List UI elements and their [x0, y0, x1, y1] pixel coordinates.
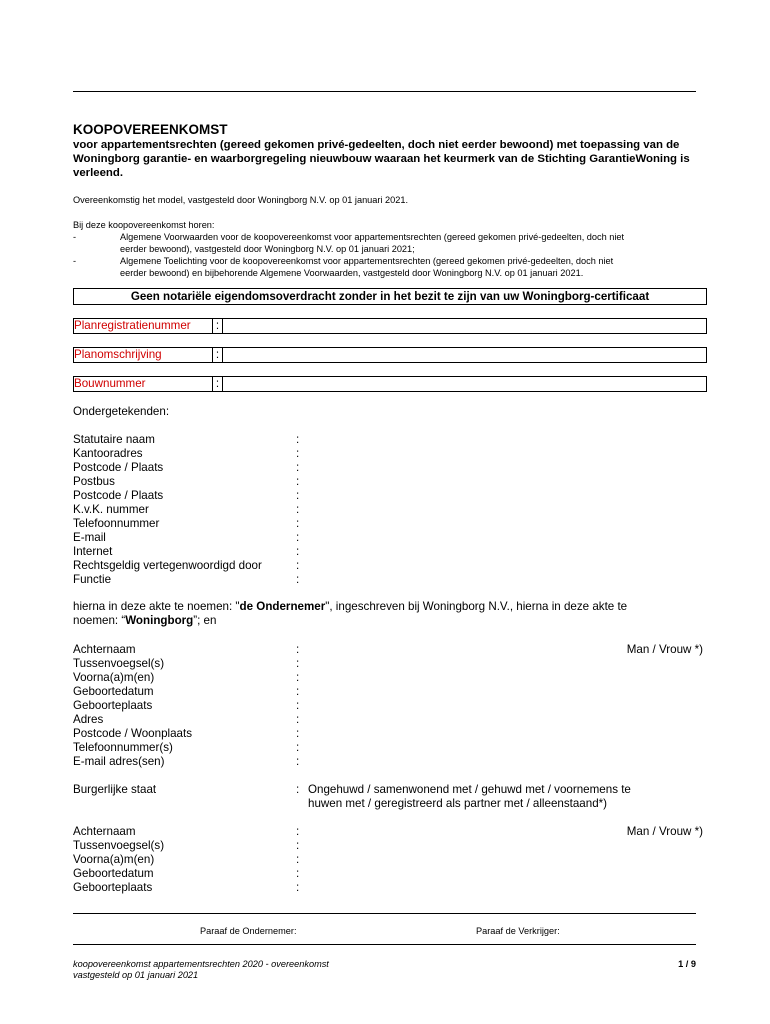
company-row: [73, 475, 703, 489]
row-colon: :: [296, 741, 300, 754]
row-colon: :: [296, 671, 300, 684]
person-row: [73, 839, 703, 853]
building-number-field[interactable]: [73, 376, 707, 392]
row-label: Postcode / Plaats: [73, 461, 164, 474]
row-label: Achternaam: [73, 643, 136, 656]
row-colon: :: [296, 461, 300, 474]
row-colon: :: [296, 489, 300, 502]
bullet-text: [120, 231, 703, 255]
row-colon: :: [296, 881, 300, 894]
person1-details: [73, 643, 703, 769]
footer-line: vastgesteld op 01 januari 2021: [73, 970, 199, 980]
gender-choice: Man / Vrouw *): [626, 825, 703, 838]
field-colon: :: [213, 348, 223, 362]
hierna-paragraph: [73, 600, 703, 628]
row-colon: :: [296, 853, 300, 866]
hierna-text: ”; en: [193, 614, 217, 627]
intro-line: Bij deze koopovereenkomst horen:: [73, 220, 215, 230]
field-label: Planregistratienummer: [74, 319, 213, 333]
row-colon: :: [296, 643, 300, 656]
bullet-line: eerder bewoond) en bijbehorende Algemene Voorwaarden, vastgesteld door Woningborg N.V. op 01 januari 2021.: [120, 268, 584, 278]
footer-rule-top: [73, 913, 696, 914]
bullet-line: Algemene Toelichting voor de koopovereenkomst voor appartementsrechten (gereed gekomen privé-gedeelten, doch niet: [120, 256, 614, 266]
hierna-text: hierna in deze akte te noemen: ": [73, 600, 240, 613]
person-row: [73, 741, 703, 755]
bullet-dash: -: [73, 256, 77, 266]
company-row: [73, 503, 703, 517]
hierna-ondernemer: de Ondernemer: [239, 600, 326, 613]
row-colon: :: [296, 531, 300, 544]
field-label: Planomschrijving: [74, 348, 213, 362]
footer-text: [73, 959, 329, 981]
bullet-text: [120, 255, 703, 279]
bullet-line: Algemene Voorwaarden voor de koopovereenkomst voor appartementsrechten (gereed gekomen privé-gedeelten, doch niet: [120, 232, 625, 242]
person-row: [73, 685, 703, 699]
row-label: Postbus: [73, 475, 115, 488]
field-colon: :: [213, 377, 223, 391]
row-colon: :: [296, 699, 300, 712]
row-colon: :: [296, 559, 300, 572]
person-row: [73, 867, 703, 881]
row-label: Geboortedatum: [73, 685, 154, 698]
document-subtitle: voor appartementsrechten (gereed gekomen privé-gedeelten, doch niet eerder bewoond) met toepassing van de Woningborg garantie- en waarborgregeling nieuwbouw waaraan het keurmerk van de Stichting GarantieWoning is verleend.: [73, 139, 690, 179]
company-row: [73, 573, 703, 587]
row-label: Adres: [73, 713, 104, 726]
bullet-line: eerder bewoond), vastgesteld door Woningborg N.V. op 01 januari 2021;: [120, 244, 415, 254]
row-label: Rechtsgeldig vertegenwoordigd door: [73, 559, 262, 572]
person-row: [73, 881, 703, 895]
row-colon: :: [296, 867, 300, 880]
row-label: Tussenvoegsel(s): [73, 839, 165, 852]
person-row: [73, 643, 703, 657]
marital-line: huwen met / geregistreerd als partner met / alleenstaand*): [308, 797, 608, 810]
undersigned-heading: Ondergetekenden:: [73, 405, 170, 418]
row-colon: :: [296, 713, 300, 726]
row-label: Telefoonnummer: [73, 517, 160, 530]
row-label: Achternaam: [73, 825, 136, 838]
certificate-banner: Geen notariële eigendomsoverdracht zonder in het bezit te zijn van uw Woningborg-certificaat: [73, 288, 707, 305]
person-row: [73, 755, 703, 769]
row-colon: :: [296, 517, 300, 530]
company-row: [73, 489, 703, 503]
marital-options: [308, 783, 703, 811]
plan-registration-field[interactable]: [73, 318, 707, 334]
hierna-text: ", ingeschreven bij Woningborg N.V., hierna in deze akte te: [325, 600, 628, 613]
row-colon: :: [296, 685, 300, 698]
row-label: Telefoonnummer(s): [73, 741, 173, 754]
row-label: Internet: [73, 545, 113, 558]
model-line: Overeenkomstig het model, vastgesteld door Woningborg N.V. op 01 januari 2021.: [73, 195, 409, 205]
footer-line: koopovereenkomst appartementsrechten 2020 - overeenkomst: [73, 959, 329, 969]
row-label: Postcode / Plaats: [73, 489, 164, 502]
row-label: Postcode / Woonplaats: [73, 727, 193, 740]
row-label: E-mail: [73, 531, 106, 544]
company-row: [73, 559, 703, 573]
marital-line: Ongehuwd / samenwonend met / gehuwd met / voornemens te: [308, 783, 631, 796]
row-colon: :: [296, 475, 300, 488]
person-row: [73, 657, 703, 671]
row-label: Geboortedatum: [73, 867, 154, 880]
row-label: K.v.K. nummer: [73, 503, 149, 516]
row-label: Kantooradres: [73, 447, 143, 460]
row-colon: :: [296, 755, 300, 768]
row-colon: :: [296, 545, 300, 558]
initials-entrepreneur: Paraaf de Ondernemer:: [200, 926, 297, 936]
person-row: [73, 713, 703, 727]
person-row: [73, 853, 703, 867]
person-row: [73, 699, 703, 713]
row-colon: :: [296, 825, 300, 838]
company-details: [73, 433, 703, 587]
row-colon: :: [296, 839, 300, 852]
document-title: KOOPOVEREENKOMST: [73, 122, 228, 137]
hierna-text: noemen: “: [73, 614, 126, 627]
person-row: [73, 727, 703, 741]
footer-rule-bottom: [73, 944, 696, 945]
marital-colon: :: [296, 783, 300, 796]
row-colon: :: [296, 433, 300, 446]
row-label: Tussenvoegsel(s): [73, 657, 165, 670]
row-label: Statutaire naam: [73, 433, 155, 446]
field-label: Bouwnummer: [74, 377, 213, 391]
gender-choice: Man / Vrouw *): [626, 643, 703, 656]
plan-description-field[interactable]: [73, 347, 707, 363]
company-row: [73, 433, 703, 447]
header-rule: [73, 91, 696, 92]
person-row: [73, 825, 703, 839]
row-colon: :: [296, 573, 300, 586]
company-row: [73, 545, 703, 559]
row-colon: :: [296, 657, 300, 670]
marital-label: Burgerlijke staat: [73, 783, 157, 796]
row-colon: :: [296, 447, 300, 460]
row-label: Geboorteplaats: [73, 881, 153, 894]
company-row: [73, 517, 703, 531]
row-label: Voorna(a)m(en): [73, 853, 155, 866]
row-label: Voorna(a)m(en): [73, 671, 155, 684]
row-label: Functie: [73, 573, 112, 586]
row-label: E-mail adres(sen): [73, 755, 165, 768]
company-row: [73, 531, 703, 545]
row-colon: :: [296, 727, 300, 740]
page-number: 1 / 9: [678, 959, 696, 969]
company-row: [73, 447, 703, 461]
hierna-woningborg: Woningborg: [125, 614, 194, 627]
bullet-dash: -: [73, 232, 77, 242]
field-colon: :: [213, 319, 223, 333]
row-colon: :: [296, 503, 300, 516]
person2-details: [73, 825, 703, 895]
initials-acquirer: Paraaf de Verkrijger:: [476, 926, 560, 936]
person-row: [73, 671, 703, 685]
row-label: Geboorteplaats: [73, 699, 153, 712]
company-row: [73, 461, 703, 475]
